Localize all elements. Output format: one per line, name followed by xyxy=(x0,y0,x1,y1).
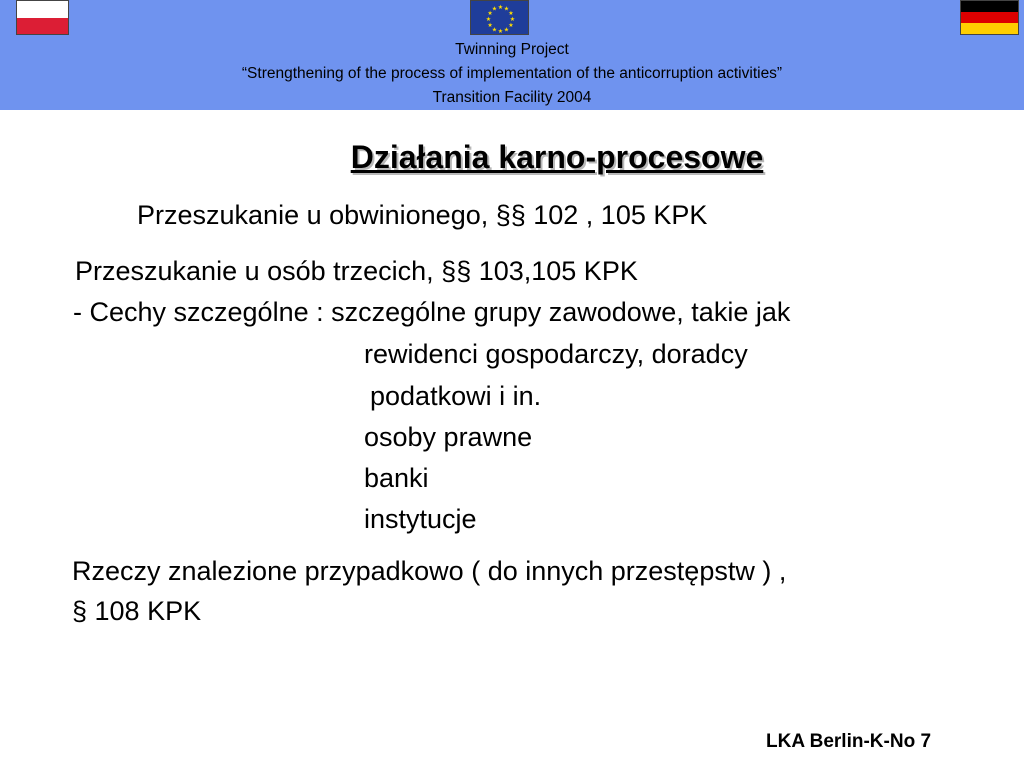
header-banner xyxy=(0,0,1024,110)
slide-title: Działania karno-procesowe xyxy=(350,139,764,175)
body-line: podatkowi i in. xyxy=(370,381,542,411)
body-line: osoby prawne xyxy=(364,422,533,452)
header-line-3: Transition Facility 2004 xyxy=(432,89,592,106)
footer-label: LKA Berlin-K-No 7 xyxy=(766,731,932,752)
svg-text:★: ★ xyxy=(485,16,492,23)
body-line: - Cechy szczególne : szczególne grupy zawodowe, takie jak xyxy=(73,297,791,327)
body-line: § 108 KPK xyxy=(72,596,202,626)
svg-text:★: ★ xyxy=(491,5,498,13)
svg-text:★: ★ xyxy=(508,22,514,29)
svg-text:★: ★ xyxy=(508,10,514,17)
body-line: Przeszukanie u osób trzecich, §§ 103,105 KPK xyxy=(75,256,638,286)
svg-text:★: ★ xyxy=(497,4,504,11)
svg-text:★: ★ xyxy=(487,22,493,29)
body-line: banki xyxy=(364,463,429,493)
svg-text:★: ★ xyxy=(509,16,516,23)
eu-flag-icon xyxy=(470,0,529,35)
svg-text:★: ★ xyxy=(503,5,510,13)
body-line: instytucje xyxy=(364,504,477,534)
body-line: rewidenci gospodarczy, doradcy xyxy=(364,339,748,369)
header-line-1: Twinning Project xyxy=(455,41,569,58)
header-line-2: “Strengthening of the process of implementation of the anticorruption activities” xyxy=(241,65,783,82)
svg-text:★: ★ xyxy=(497,28,504,35)
germany-flag-icon xyxy=(960,0,1019,35)
svg-text:★: ★ xyxy=(491,26,498,34)
body-line: Rzeczy znalezione przypadkowo ( do innych przestępstw ) , xyxy=(72,556,787,586)
body-line: Przeszukanie u obwinionego, §§ 102 , 105 KPK xyxy=(137,200,708,230)
svg-text:★: ★ xyxy=(487,10,493,17)
svg-text:★: ★ xyxy=(503,26,510,34)
poland-flag-icon xyxy=(16,0,69,35)
